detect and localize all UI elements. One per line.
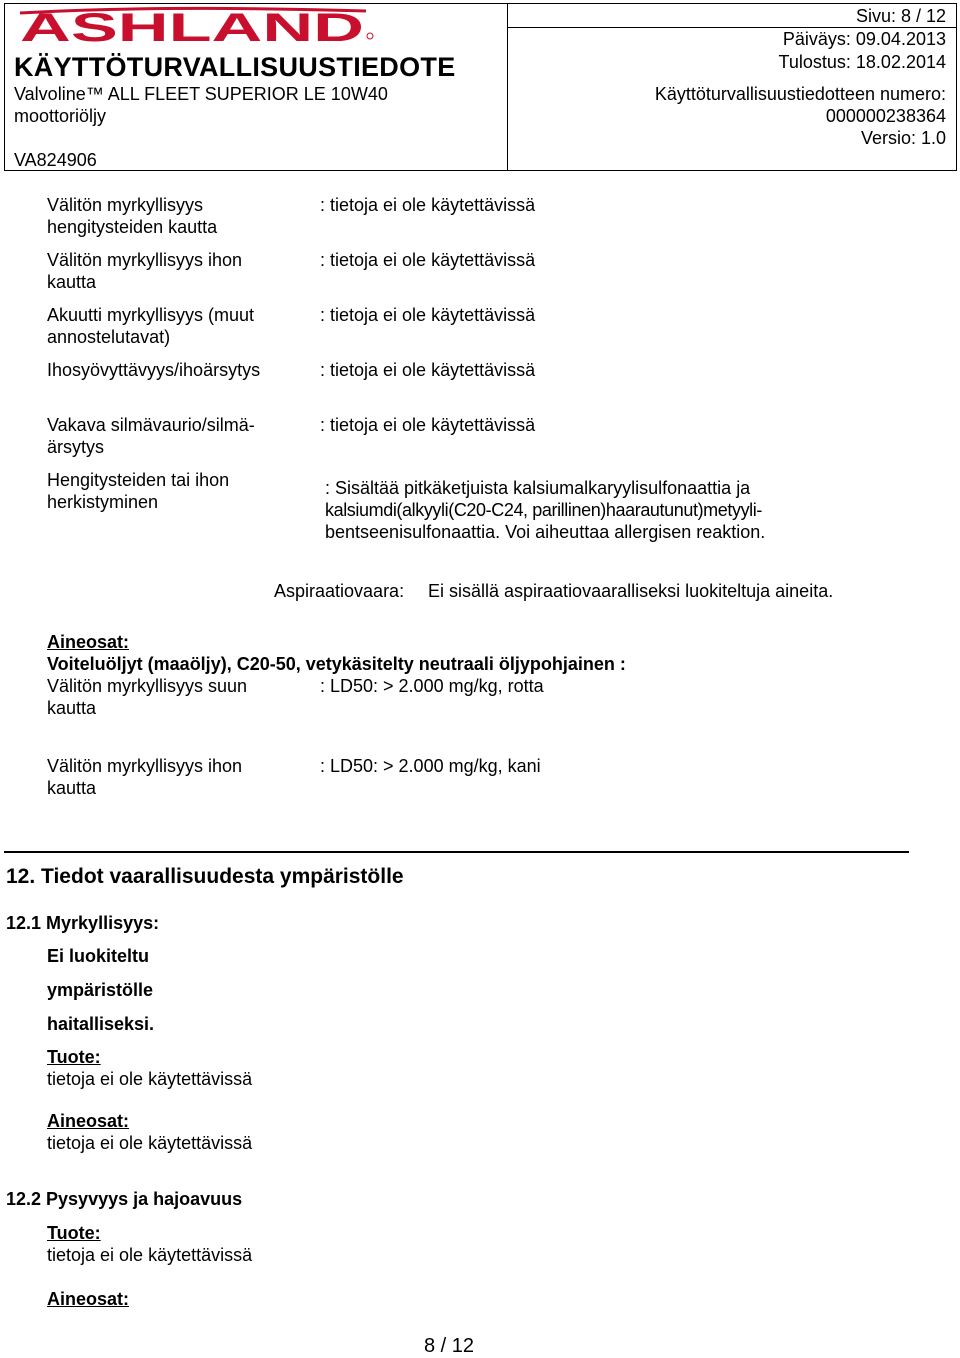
sds-number-label: Käyttöturvallisuustiedotteen numero: bbox=[654, 84, 946, 104]
sensitisation-label: Hengitysteiden tai ihon herkistyminen bbox=[47, 470, 230, 512]
product-name: Valvoline™ ALL FLEET SUPERIOR LE 10W40 bbox=[14, 84, 388, 104]
footer-page-number: 8 / 12 bbox=[424, 1335, 475, 1357]
components-heading-12-1: Aineosat: bbox=[47, 1111, 130, 1131]
aspiration-value: Ei sisällä aspiraatiovaaralliseksi luokiteltuja aineita. bbox=[428, 581, 834, 601]
print-date: Tulostus: 18.02.2014 bbox=[778, 52, 946, 72]
tox-label-dermal: Välitön myrkyllisyys ihon kautta bbox=[47, 250, 243, 292]
revision-date: Päiväys: 09.04.2013 bbox=[782, 29, 946, 49]
product-heading-12-2: Tuote: bbox=[47, 1223, 101, 1243]
product-value: tietoja ei ole käytettävissä bbox=[47, 1069, 253, 1089]
tox-value-dermal: : tietoja ei ole käytettävissä bbox=[320, 250, 536, 270]
component-oral-value: : LD50: > 2.000 mg/kg, rotta bbox=[320, 676, 544, 696]
product-type: moottoriöljy bbox=[14, 106, 107, 126]
component-dermal-value: : LD50: > 2.000 mg/kg, kani bbox=[320, 756, 541, 776]
ashland-logo bbox=[14, 4, 374, 44]
classification-line-1: Ei luokiteltu bbox=[47, 946, 150, 966]
component-substance: Voiteluöljyt (maaöljy), C20-50, vetykäsitelty neutraali öljypohjainen : bbox=[47, 654, 626, 674]
tox-label-skin-corrosion: Ihosyövyttävyys/ihoärsytys bbox=[47, 360, 261, 380]
logo-text: ASHLAND bbox=[20, 6, 364, 44]
product-value-12-2: tietoja ei ole käytettävissä bbox=[47, 1245, 253, 1265]
product-code: VA824906 bbox=[14, 150, 97, 170]
tox-value-skin-corrosion: : tietoja ei ole käytettävissä bbox=[320, 360, 536, 380]
tox-value-inhalation: : tietoja ei ole käytettävissä bbox=[320, 195, 536, 215]
sds-number: 000000238364 bbox=[825, 106, 946, 126]
components-heading-12-2: Aineosat: bbox=[47, 1289, 130, 1309]
components-heading: Aineosat: bbox=[47, 632, 130, 652]
sensitisation-line-1: : Sisältää pitkäketjuista kalsiumalkaryylisulfonaattia ja bbox=[325, 478, 751, 498]
tox-value-other-routes: : tietoja ei ole käytettävissä bbox=[320, 305, 536, 325]
tox-label-other-routes: Akuutti myrkyllisyys (muut annostelutavat) bbox=[47, 305, 255, 347]
component-oral-label: Välitön myrkyllisyys suun kautta bbox=[47, 676, 248, 718]
components-value-12-1: tietoja ei ole käytettävissä bbox=[47, 1133, 253, 1153]
version: Versio: 1.0 bbox=[860, 128, 946, 148]
section-12-title: 12. Tiedot vaarallisuudesta ympäristölle bbox=[6, 865, 404, 888]
document-title: KÄYTTÖTURVALLISUUSTIEDOTE bbox=[14, 52, 456, 82]
tox-value-eye-damage: : tietoja ei ole käytettävissä bbox=[320, 415, 536, 435]
section-divider bbox=[4, 851, 909, 853]
tox-label-eye-damage: Vakava silmävaurio/silmä-ärsytys bbox=[47, 415, 255, 457]
classification-line-2: ympäristölle bbox=[47, 980, 154, 1000]
page-indicator: Sivu: 8 / 12 bbox=[855, 6, 946, 26]
section-12-1-title: 12.1 Myrkyllisyys: bbox=[6, 913, 160, 933]
product-heading: Tuote: bbox=[47, 1047, 101, 1067]
header-divider-vertical bbox=[507, 3, 508, 171]
section-12-2-title: 12.2 Pysyvyys ja hajoavuus bbox=[6, 1189, 243, 1209]
tox-label-inhalation: Välitön myrkyllisyys hengitysteiden kautta bbox=[47, 195, 218, 237]
aspiration-label: Aspiraatiovaara: bbox=[274, 581, 405, 601]
sensitisation-line-3: bentseenisulfonaattia. Voi aiheuttaa allergisen reaktion. bbox=[325, 522, 766, 542]
classification-line-3: haitalliseksi. bbox=[47, 1014, 155, 1034]
sensitisation-line-2: kalsiumdi(alkyyli(C20-C24, parillinen)haarautunut)metyyli- bbox=[325, 500, 762, 520]
component-dermal-label: Välitön myrkyllisyys ihon kautta bbox=[47, 756, 243, 798]
